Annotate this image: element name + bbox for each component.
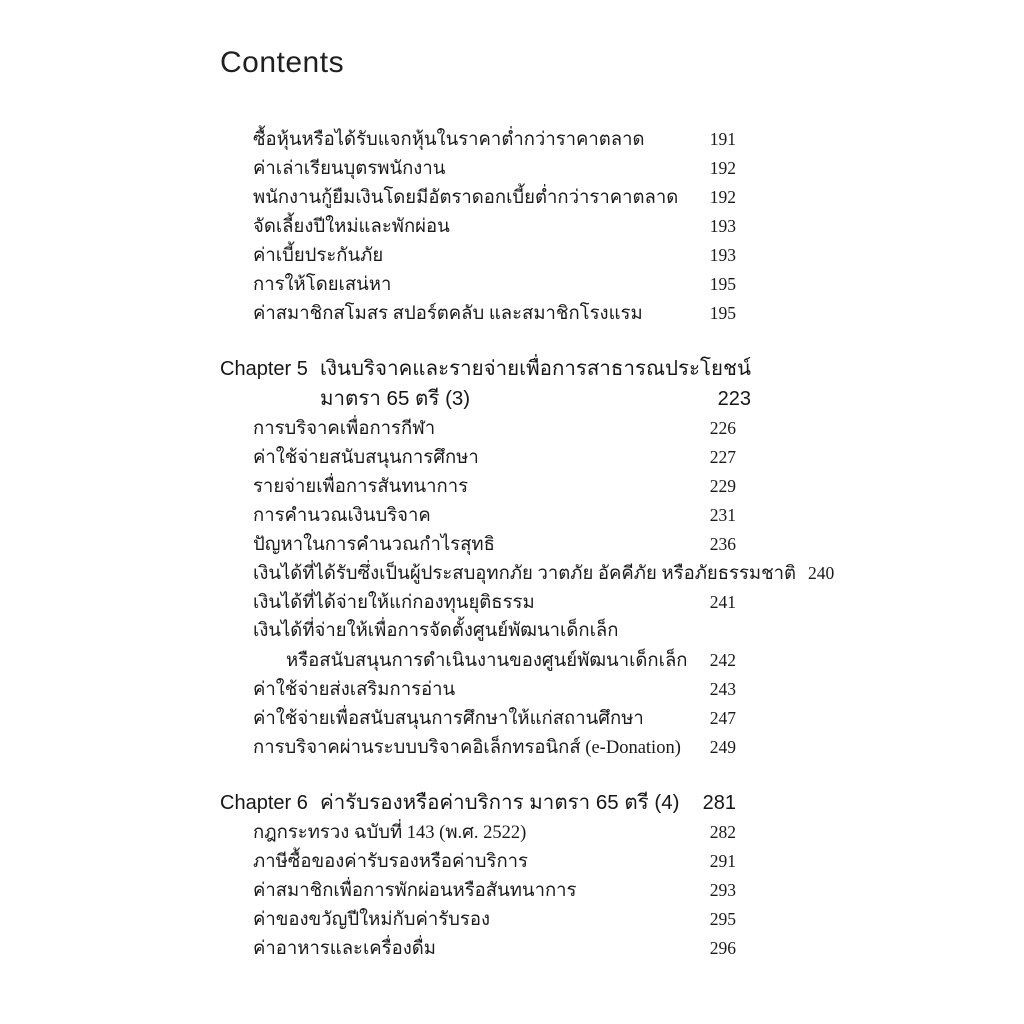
- toc-entry: [220, 876, 736, 905]
- page-title: Contents: [220, 46, 345, 79]
- toc-entry: [220, 501, 736, 530]
- toc-entry: [220, 183, 736, 212]
- chapter-title-block: [320, 788, 736, 818]
- toc-entry-page-number: 227: [709, 447, 736, 467]
- toc-entry-title: เงินได้ที่จ่ายให้เพื่อการจัดตั้งศูนย์พัฒนาเด็กเล็ก: [253, 621, 619, 641]
- toc-entry-page-number: 291: [709, 851, 736, 871]
- chapter-title-block: [320, 354, 751, 414]
- toc-entry: [220, 704, 736, 733]
- toc-entry-title: การบริจาคผ่านระบบบริจาคอิเล็กทรอนิกส์ (e-Donation): [253, 738, 681, 758]
- toc-entry-list: [220, 414, 835, 762]
- toc-entry-page-number: 241: [709, 592, 736, 612]
- toc-entry-title: เงินได้ที่ได้รับซึ่งเป็นผู้ประสบอุทกภัย วาตภัย อัคคีภัย หรือภัยธรรมชาติ: [253, 564, 797, 584]
- toc-entry: [220, 530, 736, 559]
- toc-entry: [220, 934, 736, 963]
- toc-section: [220, 788, 736, 963]
- chapter-title-line: [320, 384, 751, 414]
- toc-entry-page-number: 192: [709, 187, 736, 207]
- toc-entry-title: หรือสนับสนุนการดำเนินงานของศูนย์พัฒนาเด็กเล็ก: [286, 651, 688, 671]
- toc-entry-page-number: 282: [709, 822, 736, 842]
- toc-entry-title: ค่าเบี้ยประกันภัย: [253, 246, 384, 266]
- toc-entry-page-number: 247: [709, 708, 736, 728]
- toc-entry: [220, 559, 835, 588]
- toc-entry-title: ปัญหาในการคำนวณกำไรสุทธิ: [253, 535, 495, 555]
- toc-entry-title: จัดเลี้ยงปีใหม่และพักผ่อน: [253, 217, 450, 237]
- toc-entry-title: การให้โดยเสน่หา: [253, 275, 392, 295]
- toc-entry-title: การคำนวณเงินบริจาค: [253, 506, 431, 526]
- chapter-heading: [220, 788, 736, 818]
- chapter-title: เงินบริจาคและรายจ่ายเพื่อการสาธารณประโยชน์: [320, 357, 751, 380]
- toc-entry: [220, 733, 736, 762]
- toc-entry: [220, 241, 736, 270]
- toc-entry-title: ค่าใช้จ่ายเพื่อสนับสนุนการศึกษาให้แก่สถานศึกษา: [253, 709, 644, 729]
- toc-entry-title: ค่าอาหารและเครื่องดื่ม: [253, 939, 436, 959]
- toc-entry-page-number: 243: [709, 679, 736, 699]
- toc-entry-title: ค่าของขวัญปีใหม่กับค่ารับรอง: [253, 910, 490, 930]
- toc-entry-page-number: 296: [709, 938, 736, 958]
- toc-entry-title: กฎกระทรวง ฉบับที่ 143 (พ.ศ. 2522): [253, 823, 527, 843]
- toc-entry-list: [220, 818, 736, 963]
- toc-entry: [220, 125, 736, 154]
- toc-section: [220, 125, 736, 328]
- chapter-page-number: 223: [717, 388, 751, 410]
- chapter-title-line: [320, 788, 736, 818]
- toc-entry-page-number: 293: [709, 880, 736, 900]
- toc-entry-page-number: 295: [709, 909, 736, 929]
- toc-entry: [220, 299, 736, 328]
- chapter-page-number: 281: [702, 792, 736, 814]
- toc-entry-title: การบริจาคเพื่อการกีฬา: [253, 419, 436, 439]
- toc-entry: [220, 472, 736, 501]
- toc-entry: [220, 154, 736, 183]
- toc-entry: [220, 588, 736, 617]
- toc-entry: [220, 847, 736, 876]
- toc-entry-page-number: 195: [709, 274, 736, 294]
- toc-entry-page-number: 195: [709, 303, 736, 323]
- toc-entry: [220, 905, 736, 934]
- toc-entry-page-number: 236: [709, 534, 736, 554]
- toc-entry-title: ค่าสมาชิกสโมสร สปอร์ตคลับ และสมาชิกโรงแรม: [253, 304, 643, 324]
- toc-entry-page-number: 249: [709, 737, 736, 757]
- toc-entry-title: ค่าใช้จ่ายส่งเสริมการอ่าน: [253, 680, 456, 700]
- chapter-title-line: [320, 354, 751, 384]
- toc-entry-page-number: 240: [808, 563, 835, 583]
- toc-entry-title: ภาษีซื้อของค่ารับรองหรือค่าบริการ: [253, 852, 528, 872]
- toc-section: [220, 354, 835, 762]
- toc-entry-page-number: 242: [709, 650, 736, 670]
- toc-entry-page-number: 193: [709, 245, 736, 265]
- toc-entry-page-number: 229: [709, 476, 736, 496]
- toc-entry: [220, 212, 736, 241]
- chapter-title: มาตรา 65 ตรี (3): [320, 387, 471, 410]
- toc-entry-title: พนักงานกู้ยืมเงินโดยมีอัตราดอกเบี้ยต่ำกว่าราคาตลาด: [253, 188, 679, 208]
- toc-entry-title: ค่าใช้จ่ายสนับสนุนการศึกษา: [253, 448, 479, 468]
- toc: [220, 125, 835, 963]
- toc-entry-page-number: 191: [709, 129, 736, 149]
- toc-entry: [220, 818, 736, 847]
- toc-entry-list: [220, 125, 736, 328]
- toc-entry-page-number: 231: [709, 505, 736, 525]
- chapter-title: ค่ารับรองหรือค่าบริการ มาตรา 65 ตรี (4): [320, 791, 680, 814]
- toc-entry-title: ค่าเล่าเรียนบุตรพนักงาน: [253, 159, 446, 179]
- toc-entry: [220, 443, 736, 472]
- toc-entry: [220, 414, 736, 443]
- toc-entry: [220, 675, 736, 704]
- toc-entry-page-number: 193: [709, 216, 736, 236]
- toc-entry: [220, 646, 736, 675]
- toc-entry: [220, 617, 736, 646]
- toc-entry-title: ซื้อหุ้นหรือได้รับแจกหุ้นในราคาต่ำกว่าราคาตลาด: [253, 130, 645, 150]
- chapter-label: Chapter 5: [220, 358, 308, 380]
- toc-entry-page-number: 192: [709, 158, 736, 178]
- toc-entry-title: ค่าสมาชิกเพื่อการพักผ่อนหรือสันทนาการ: [253, 881, 577, 901]
- chapter-heading: [220, 354, 751, 414]
- toc-entry-title: รายจ่ายเพื่อการสันทนาการ: [253, 477, 469, 497]
- chapter-label: Chapter 6: [220, 792, 308, 814]
- toc-entry-title: เงินได้ที่ได้จ่ายให้แก่กองทุนยุติธรรม: [253, 593, 535, 613]
- toc-entry: [220, 270, 736, 299]
- toc-entry-page-number: 226: [709, 418, 736, 438]
